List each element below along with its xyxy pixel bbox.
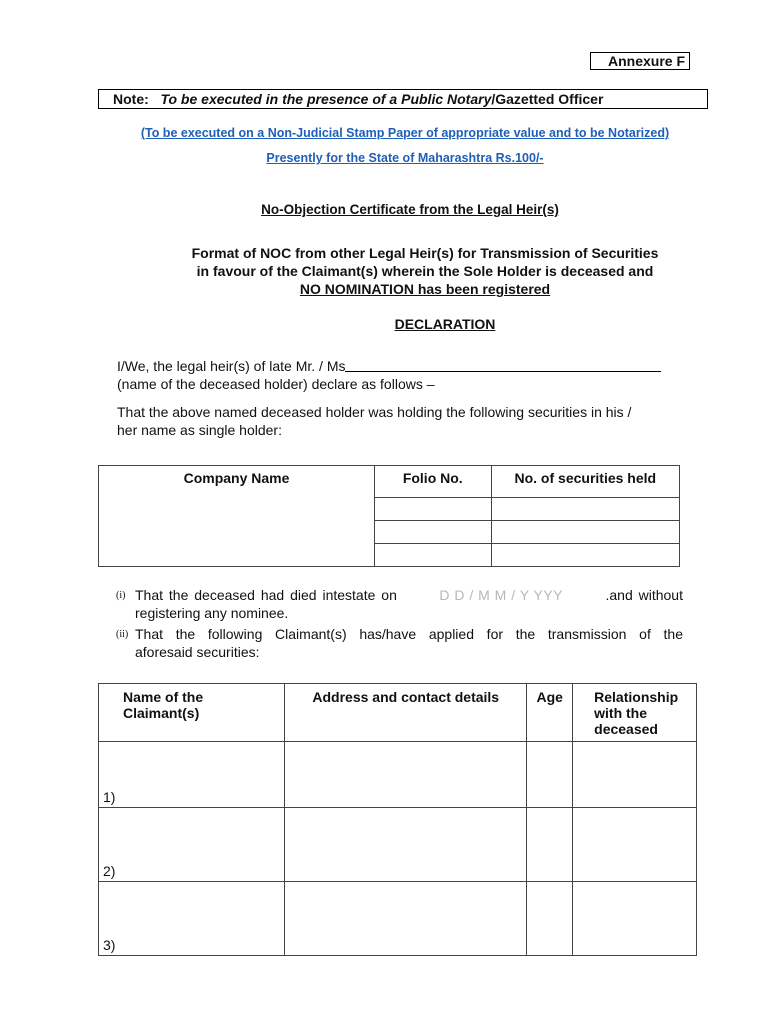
item-ii — [135, 625, 683, 661]
item-ii-line-2: aforesaid securities: — [135, 644, 260, 660]
age-cell[interactable] — [527, 808, 573, 882]
item-i-marker: (i) — [116, 590, 126, 601]
address-cell[interactable] — [285, 808, 527, 882]
folio-cell[interactable] — [374, 521, 491, 544]
format-line-3: NO NOMINATION has been registered — [299, 281, 551, 297]
declaration-line-1 — [117, 357, 687, 375]
relationship-header — [573, 684, 697, 742]
address-cell[interactable] — [285, 742, 527, 808]
relationship-header-line-3: deceased — [594, 721, 658, 737]
claimants-header-row — [99, 684, 697, 742]
company-name-header: Company Name — [99, 466, 375, 567]
claimant-row-number[interactable]: 1) — [99, 742, 285, 808]
claimant-row-number[interactable]: 2) — [99, 808, 285, 882]
claimants-table — [98, 683, 697, 956]
note-italic-text: To be executed in the presence of a Public Notary — [160, 91, 492, 107]
address-cell[interactable] — [285, 882, 527, 956]
format-heading — [60, 244, 770, 298]
relationship-cell[interactable] — [573, 808, 697, 882]
claimant-name-header-line-2: Claimant(s) — [123, 705, 200, 721]
item-ii-line-1: That the following Claimant(s) has/have applied for the transmission of the — [135, 626, 683, 642]
address-header: Address and contact details — [285, 684, 527, 742]
claimant-name-header — [99, 684, 285, 742]
annexure-label: Annexure F — [590, 52, 690, 70]
securities-held-header: No. of securities held — [491, 466, 679, 498]
relationship-header-line-2: with the — [594, 705, 648, 721]
table-row — [99, 742, 697, 808]
relationship-cell[interactable] — [573, 742, 697, 808]
holding-line-1: That the above named deceased holder was holding the following securities in his / — [117, 404, 632, 420]
table-row — [99, 808, 697, 882]
folio-no-header: Folio No. — [374, 466, 491, 498]
stamp-paper-line: (To be executed on a Non-Judicial Stamp Paper of appropriate value and to be Notarized) — [140, 126, 670, 140]
table-row — [99, 882, 697, 956]
declaration-line-2: (name of the deceased holder) declare as follows – — [117, 376, 435, 392]
folio-cell[interactable] — [374, 544, 491, 567]
claimant-name-header-line-1: Name of the — [123, 689, 204, 705]
holding-line-2: her name as single holder: — [117, 422, 282, 438]
folio-cell[interactable] — [374, 498, 491, 521]
item-i-text-after: .and without — [605, 587, 683, 603]
securities-table — [98, 465, 680, 567]
declaration-heading: DECLARATION — [394, 316, 496, 332]
securities-cell[interactable] — [491, 498, 679, 521]
age-cell[interactable] — [527, 882, 573, 956]
item-i-text: That the deceased had died intestate on — [135, 587, 397, 603]
item-i-line-1 — [135, 586, 683, 604]
declaration-line-1-text: I/We, the legal heir(s) of late Mr. / Ms — [117, 358, 346, 374]
securities-cell[interactable] — [491, 544, 679, 567]
age-header: Age — [527, 684, 573, 742]
note-box — [98, 89, 708, 109]
holding-statement — [117, 403, 687, 439]
relationship-header-line-1: Relationship — [594, 689, 679, 705]
securities-header-row — [99, 466, 680, 498]
deceased-name-blank[interactable] — [345, 357, 661, 372]
item-ii-marker: (ii) — [116, 629, 129, 640]
age-cell[interactable] — [527, 742, 573, 808]
page-title: No-Objection Certificate from the Legal Heir(s) — [261, 202, 559, 217]
format-line-2: in favour of the Claimant(s) wherein the Sole Holder is deceased and — [196, 263, 654, 279]
item-i — [135, 586, 683, 622]
declaration-intro — [117, 357, 687, 393]
format-line-1: Format of NOC from other Legal Heir(s) for Transmission of Securities — [191, 245, 659, 261]
item-i-line-2: registering any nominee. — [135, 605, 289, 621]
note-label: Note: — [113, 91, 149, 107]
note-rest: /Gazetted Officer — [491, 91, 604, 107]
death-date-field[interactable]: D D / M M / Y YYY — [439, 587, 563, 603]
state-fee-line: Presently for the State of Maharashtra Rs.100/- — [266, 151, 544, 165]
claimant-row-number[interactable]: 3) — [99, 882, 285, 956]
relationship-cell[interactable] — [573, 882, 697, 956]
securities-cell[interactable] — [491, 521, 679, 544]
